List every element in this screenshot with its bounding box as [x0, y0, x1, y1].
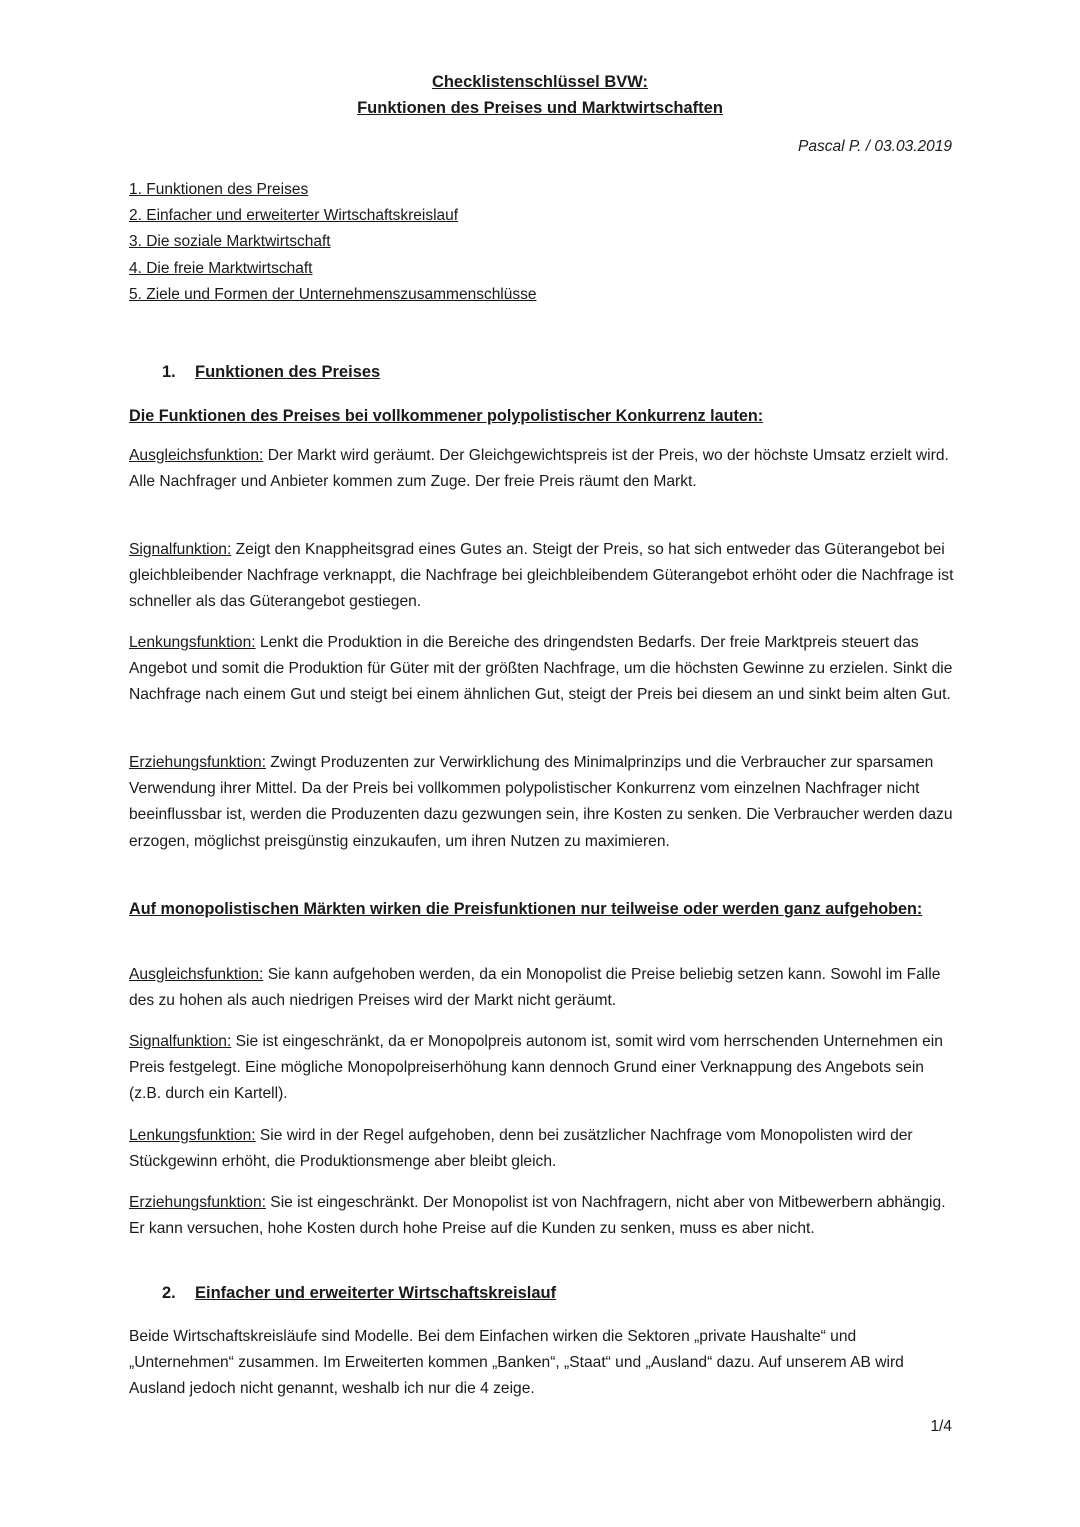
- term: Ausgleichsfunktion:: [129, 966, 264, 983]
- paragraph-monopol-erziehung: [129, 1190, 959, 1242]
- author-date: Pascal P. / 03.03.2019: [798, 138, 952, 155]
- term: Lenkungsfunktion:: [129, 1127, 256, 1144]
- subheading-monopol: Auf monopolistischen Märkten wirken die Preisfunktionen nur teilweise oder werden ganz aufgehoben:: [129, 900, 923, 918]
- subheading-polypol: Die Funktionen des Preises bei vollkommener polypolistischer Konkurrenz lauten:: [129, 407, 764, 425]
- page-number: 1/4: [930, 1418, 952, 1435]
- section-2-heading: [162, 1284, 556, 1303]
- term: Ausgleichsfunktion:: [129, 447, 264, 464]
- paragraph-text: Der Markt wird geräumt. Der Gleichgewichtspreis ist der Preis, wo der höchste Umsatz erzielt wird. Alle Nachfrager und Anbieter kommen zum Zuge. Der freie Preis räumt den Markt.: [129, 447, 949, 491]
- document-title: Checklistenschlüssel BVW:: [431, 73, 649, 91]
- paragraph-polypol-erziehung: [129, 750, 959, 855]
- section-1-heading: [162, 363, 380, 382]
- paragraph-monopol-ausgleich: [129, 962, 959, 1014]
- paragraph-text: Lenkt die Produktion in die Bereiche des dringendsten Bedarfs. Der freie Marktpreis steuert das Angebot und somit die Produktion für Güter mit der größten Nachfrage, um die höchsten Gewinne zu erzielen. Sinkt die Nachfrage nach einem Gut und steigt bei einem ähnlichen Gut, steigt der Preis bei diesem an und sinkt beim alten Gut.: [129, 634, 953, 704]
- document-subtitle: Funktionen des Preises und Marktwirtschaften: [357, 99, 723, 117]
- term: Erziehungsfunktion:: [129, 1194, 266, 1211]
- toc-link-5[interactable]: 5. Ziele und Formen der Unternehmenszusammenschlüsse: [129, 285, 537, 303]
- paragraph-text: Sie kann aufgehoben werden, da ein Monopolist die Preise beliebig setzen kann. Sowohl im Falle des zu hohen als auch niedrigen Preises wird der Markt nicht geräumt.: [129, 966, 941, 1010]
- term: Lenkungsfunktion:: [129, 634, 256, 651]
- toc-link-2[interactable]: 2. Einfacher und erweiterter Wirtschaftskreislauf: [129, 207, 459, 225]
- paragraph-monopol-lenkung: [129, 1123, 959, 1175]
- term: Signalfunktion:: [129, 541, 232, 558]
- paragraph-text: Sie ist eingeschränkt. Der Monopolist ist von Nachfragern, nicht aber von Mitbewerbern abhängig. Er kann versuchen, hohe Kosten durch hohe Preise auf die Kunden zu senken, muss es aber nicht.: [129, 1194, 946, 1238]
- term: Erziehungsfunktion:: [129, 754, 266, 771]
- table-of-contents: [129, 177, 537, 308]
- paragraph-text: Sie wird in der Regel aufgehoben, denn bei zusätzlicher Nachfrage vom Monopolisten wird der Stückgewinn erhöht, die Produktionsmenge aber bleibt gleich.: [129, 1127, 913, 1171]
- paragraph-text: Zeigt den Knappheitsgrad eines Gutes an. Steigt der Preis, so hat sich entweder das Güterangebot bei gleichbleibender Nachfrage verknappt, die Nachfrage bei gleichbleibendem Güterangebot erhöht oder die Nachfrage ist schneller als das Güterangebot gestiegen.: [129, 541, 954, 611]
- paragraph-monopol-signal: [129, 1029, 959, 1108]
- toc-link-4[interactable]: 4. Die freie Marktwirtschaft: [129, 259, 313, 277]
- paragraph-wirtschaftskreislauf: Beide Wirtschaftskreisläufe sind Modelle. Bei dem Einfachen wirken die Sektoren „private Haushalte“ und „Unternehmen“ zusammen. Im Erweiterten kommen „Banken“, „Staat“ und „Ausland“ dazu. Auf unserem AB wird Ausland jedoch nicht genannt, weshalb ich nur die 4 zeige.: [129, 1328, 904, 1398]
- section-2-title: Einfacher und erweiterter Wirtschaftskreislauf: [195, 1284, 557, 1302]
- section-1-number: 1.: [162, 363, 176, 381]
- toc-link-3[interactable]: 3. Die soziale Marktwirtschaft: [129, 233, 331, 251]
- paragraph-polypol-lenkung: [129, 630, 959, 709]
- toc-link-1[interactable]: 1. Funktionen des Preises: [129, 181, 309, 198]
- paragraph-text: Sie ist eingeschränkt, da er Monopolpreis autonom ist, somit wird vom herrschenden Unternehmen ein Preis festgelegt. Eine mögliche Monopolpreiserhöhung kann dennoch Grund einer Verknappung des Angebots sein (z.B. durch ein Kartell).: [129, 1033, 943, 1103]
- paragraph-polypol-signal: [129, 537, 959, 616]
- paragraph-polypol-ausgleich: [129, 443, 959, 495]
- section-1-title: Funktionen des Preises: [195, 363, 381, 381]
- paragraph-text: Zwingt Produzenten zur Verwirklichung des Minimalprinzips und die Verbraucher zur sparsamen Verwendung ihrer Mittel. Da der Preis bei vollkommen polypolistischer Konkurrenz vom einzelnen Nachfrager nicht beeinflussbar ist, werden die Produzenten dazu gezwungen sein, ihre Kosten zu senken. Die Verbraucher werden dazu erzogen, möglichst preisgünstig einzukaufen, um ihren Nutzen zu maximieren.: [129, 754, 953, 850]
- term: Signalfunktion:: [129, 1033, 232, 1050]
- section-2-number: 2.: [162, 1284, 176, 1302]
